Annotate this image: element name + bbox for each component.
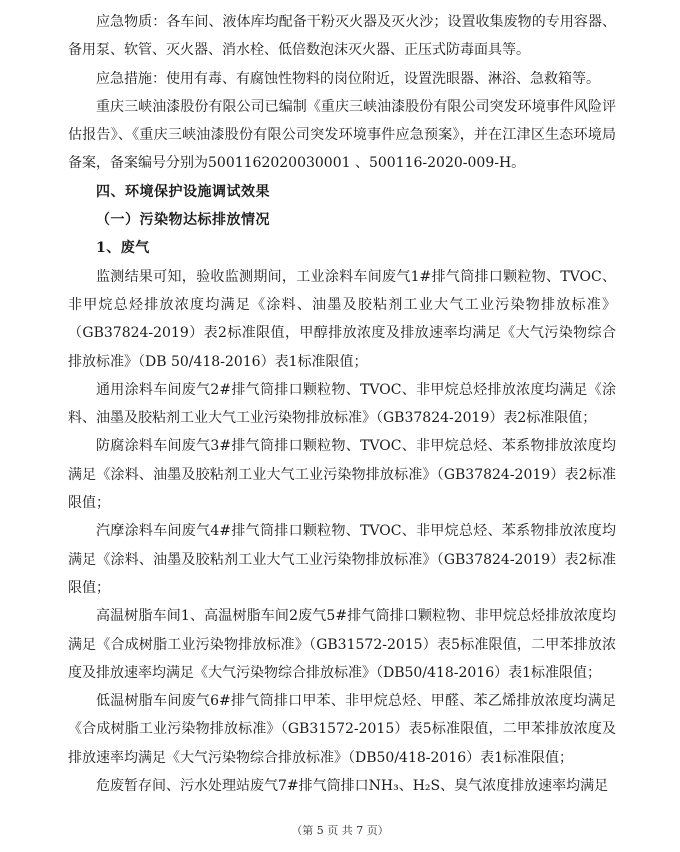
paragraph-hazardous-waste: 危废暂存间、污水处理站废气7#排气筒排口NH₃、H₂S、臭气浓度排放速率均满足	[96, 778, 609, 795]
paragraph-auto-coatings: 汽摩涂料车间废气4#排气筒排口颗粒物、TVOC、非甲烷总烃、苯系物排放浓度均满足《涂料、油墨及胶粘剂工业大气工业污染物排放标准》（GB37824-2019）表2标准限值；	[68, 523, 616, 596]
paragraph-emergency-materials: 应急物质：各车间、液体库均配备干粉灭火器及灭火沙；设置收集废物的专用容器、备用泵、软管、灭火器、消水栓、低倍数泡沫灭火器、正压式防毒面具等。	[68, 14, 616, 59]
paragraph-anticorrosion-coatings: 防腐涂料车间废气3#排气筒排口颗粒物、TVOC、非甲烷总烃、苯系物排放浓度均满足《涂料、油墨及胶粘剂工业大气工业污染物排放标准》（GB37824-2019）表2标准限值；	[68, 438, 616, 512]
paragraph-high-temp-resin: 高温树脂车间1、高温树脂车间2废气5#排气筒排口颗粒物、非甲烷总烃排放浓度均满足《合成树脂工业污染物排放标准》（GB31572-2015）表5标准限值，二甲苯排放浓度及排放速率均满足《大气污染物综合排放标准》（DB50/418-2016）表1标准限值；	[68, 608, 616, 681]
subsection-heading-waste-gas: 1、废气	[96, 240, 150, 257]
section-heading-4: 四、环境保护设施调试效果	[96, 183, 270, 200]
paragraph-monitoring-results: 监测结果可知，验收监测期间，工业涂料车间废气1#排气筒排口颗粒物、TVOC、非甲烷总烃排放浓度均满足《涂料、油墨及胶粘剂工业大气工业污染物排放标准》（GB37824-2019）表2标准限值，甲醇排放浓度及排放速率均满足《大气污染物综合排放标准》（DB 50/418-2016）表1标准限值；	[68, 268, 616, 370]
paragraph-emergency-measures: 应急措施：使用有毒、有腐蚀性物料的岗位附近，设置洗眼器、淋浴、急救箱等。	[96, 70, 600, 87]
paragraph-emergency-plan-filing: 重庆三峡油漆股份有限公司已编制《重庆三峡油漆股份有限公司突发环境事件风险评估报告》、《重庆三峡油漆股份有限公司突发环境事件应急预案》，并在江津区生态环境局备案，备案编号分别为5001162020030001 、500116-2020-009-H。	[68, 98, 616, 172]
page-number: （第 5 页 共 7 页）	[291, 824, 389, 837]
subsection-heading-1: （一）污染物达标排放情况	[96, 212, 270, 229]
paragraph-general-coatings: 通用涂料车间废气2#排气筒排口颗粒物、TVOC、非甲烷总烃排放浓度均满足《涂料、油墨及胶粘剂工业大气工业污染物排放标准》（GB37824-2019）表2标准限值；	[68, 381, 616, 427]
document-body	[68, 8, 616, 800]
paragraph-low-temp-resin: 低温树脂车间废气6#排气筒排口甲苯、非甲烷总烃、甲醛、苯乙烯排放浓度均满足《合成树脂工业污染物排放标准》（GB31572-2015）表5标准限值，二甲苯排放浓度及排放速率均满足《大气污染物综合排放标准》（DB50/418-2016）表1标准限值；	[68, 693, 616, 766]
